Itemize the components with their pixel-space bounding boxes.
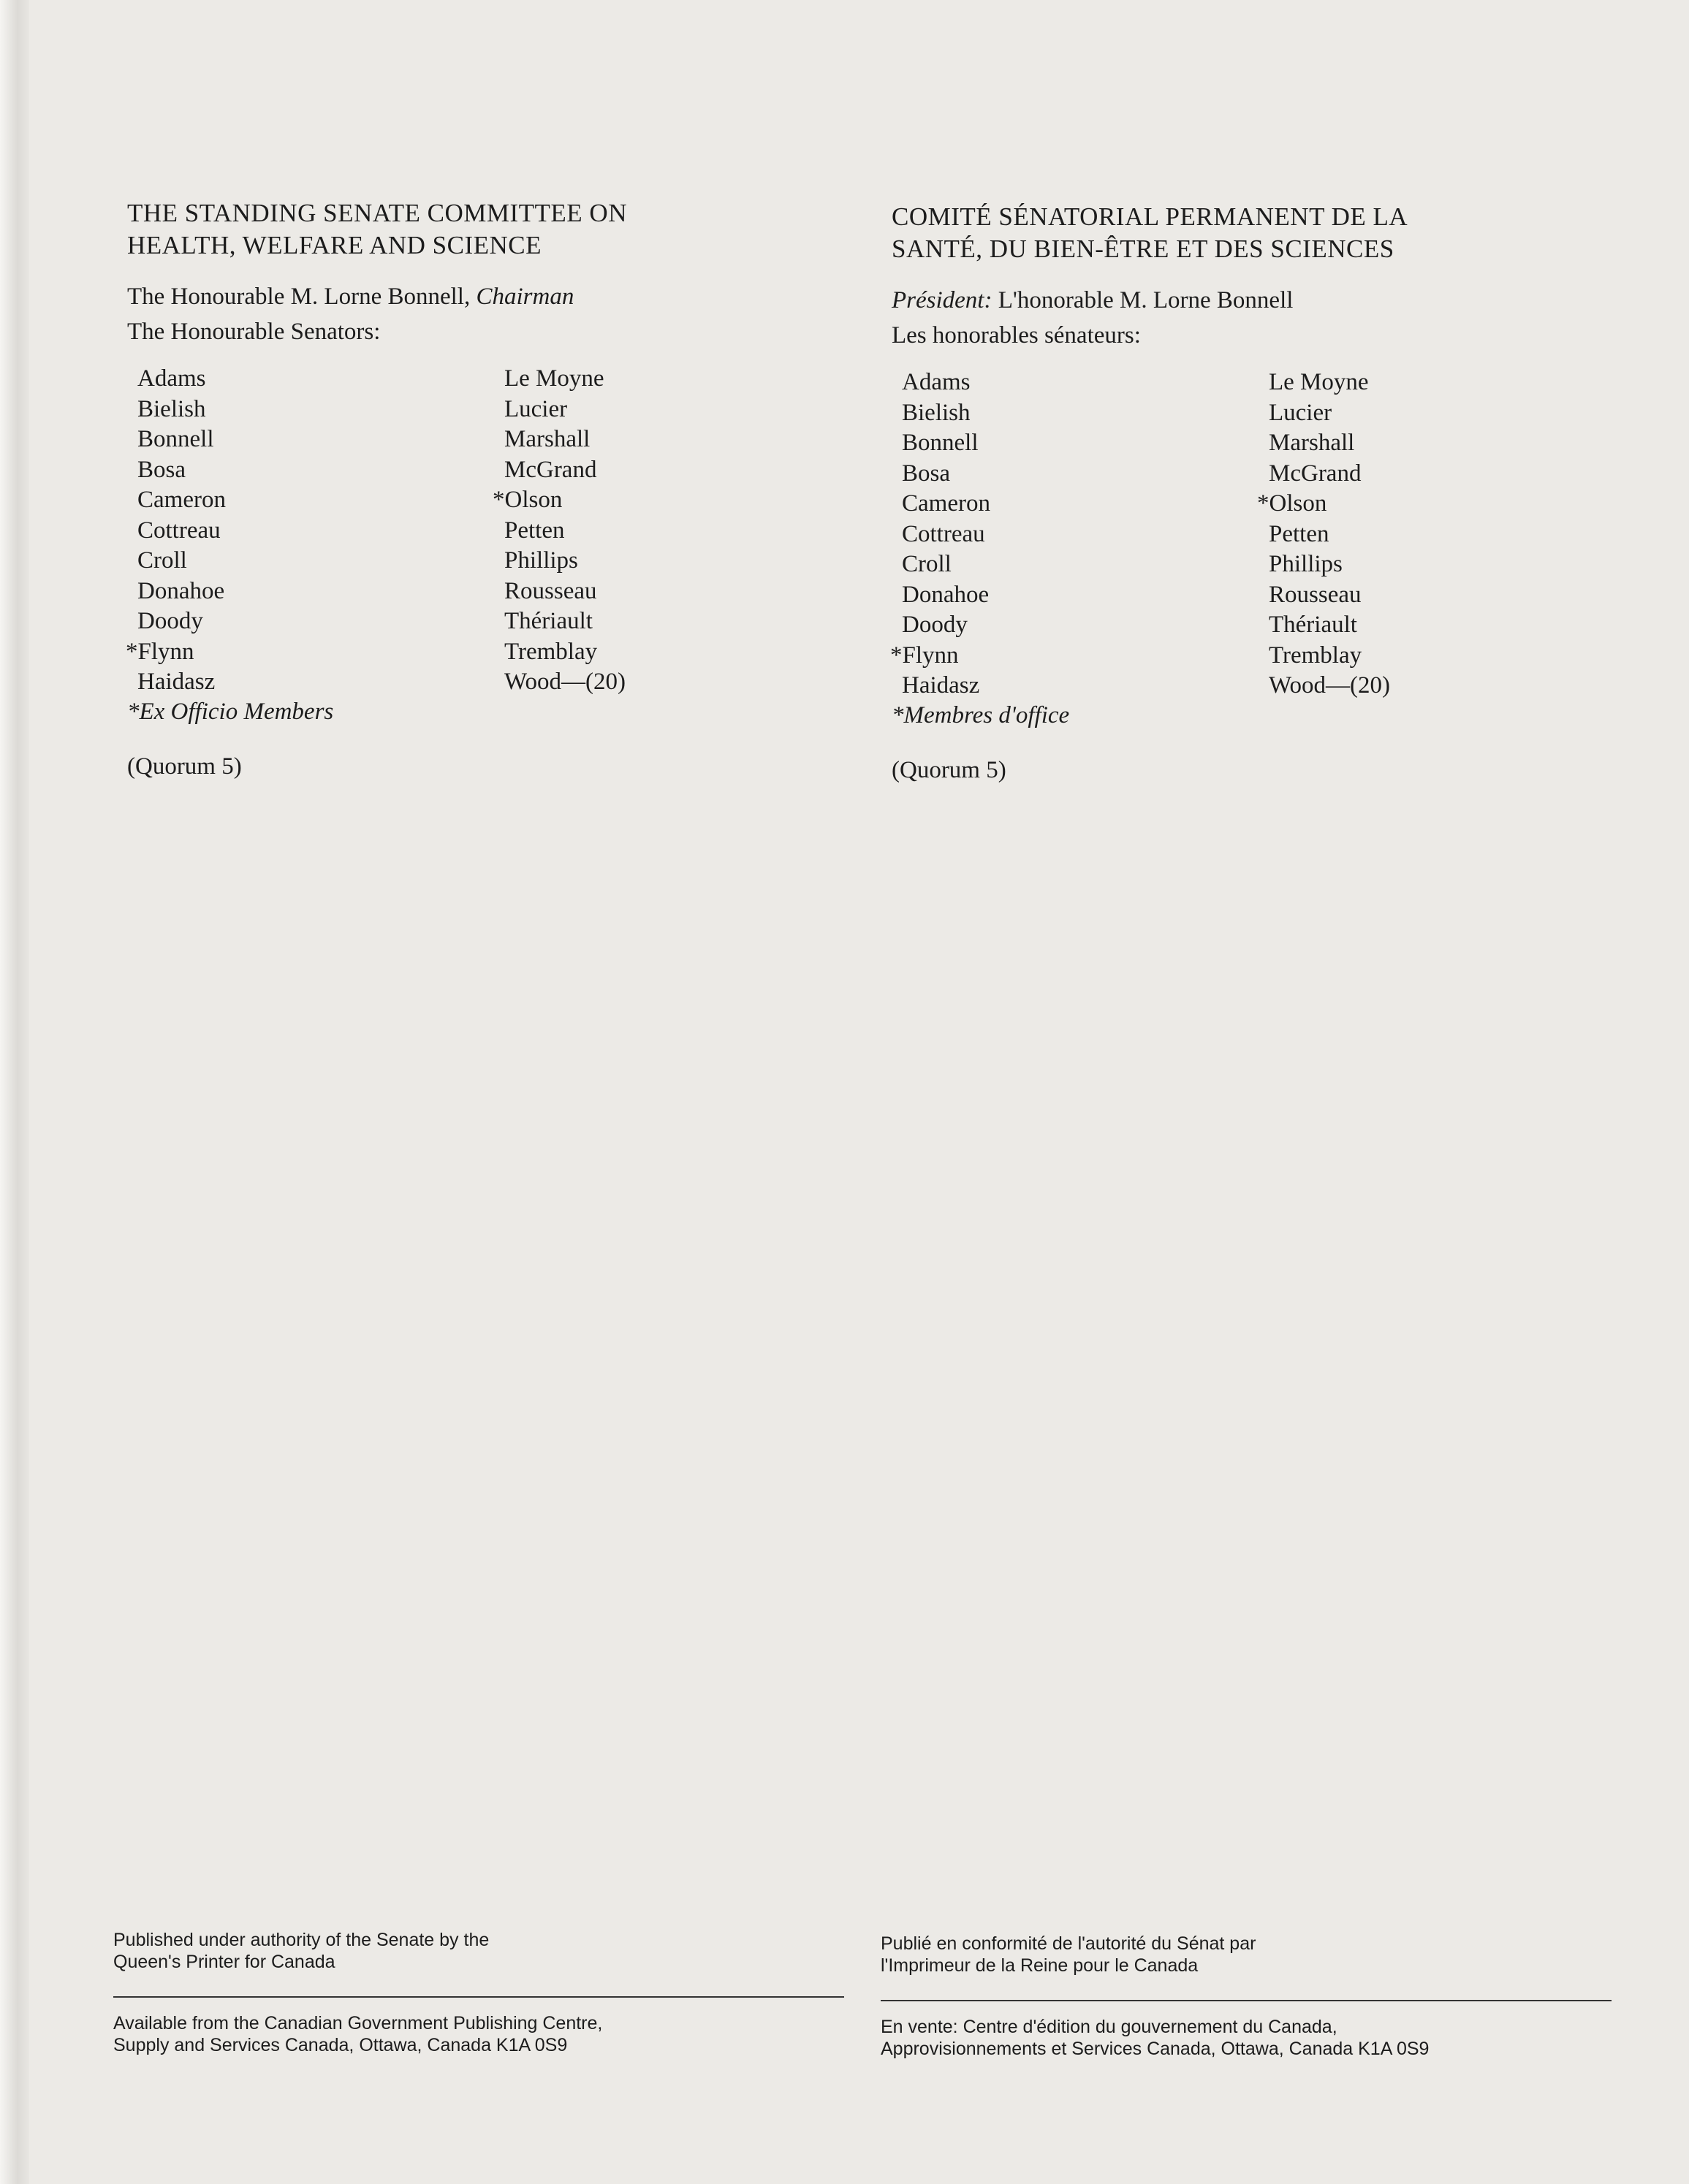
member-name: *Flynn bbox=[126, 638, 194, 665]
member-name: *Olson bbox=[1257, 490, 1327, 517]
french-title-line1: COMITÉ SÉNATORIAL PERMANENT DE LA bbox=[892, 202, 1408, 231]
member-name: Croll bbox=[902, 551, 952, 577]
member-name: Croll bbox=[137, 547, 187, 574]
member-name: Bonnell bbox=[137, 426, 214, 452]
member-name: *Flynn bbox=[890, 642, 959, 669]
french-chair-role: Président: bbox=[892, 287, 992, 313]
english-members-left bbox=[126, 364, 226, 698]
english-footer-rule bbox=[113, 1996, 844, 1998]
member-name: Thériault bbox=[504, 608, 593, 634]
member-name: McGrand bbox=[1269, 460, 1362, 487]
member-name: Phillips bbox=[1269, 551, 1343, 577]
french-chair-name: L'honorable M. Lorne Bonnell bbox=[998, 287, 1294, 313]
member-name: Bielish bbox=[137, 395, 206, 422]
member-name: Cameron bbox=[902, 490, 990, 517]
member-name: Tremblay bbox=[504, 638, 598, 665]
french-available-line2: Approvisionnements et Services Canada, Ottawa, Canada K1A 0S9 bbox=[881, 2039, 1430, 2059]
english-chair-name: The Honourable M. Lorne Bonnell, bbox=[127, 284, 471, 310]
member-name: Petten bbox=[504, 517, 565, 544]
member-name: Marshall bbox=[504, 426, 591, 452]
french-members-right bbox=[1257, 368, 1390, 701]
member-name: Bonnell bbox=[902, 430, 979, 456]
english-title bbox=[127, 197, 843, 262]
french-title-line2: SANTÉ, DU BIEN-ÊTRE ET DES SCIENCES bbox=[892, 235, 1394, 263]
english-title-line2: HEALTH, WELFARE AND SCIENCE bbox=[127, 231, 542, 259]
english-footer bbox=[113, 1929, 844, 2056]
member-name: Wood—(20) bbox=[504, 669, 626, 695]
member-name: Adams bbox=[902, 369, 971, 395]
member-name: Bosa bbox=[137, 456, 186, 483]
member-name: Le Moyne bbox=[504, 365, 604, 392]
french-published-line2: l'Imprimeur de la Reine pour le Canada bbox=[881, 1955, 1199, 1976]
english-title-line1: THE STANDING SENATE COMMITTEE ON bbox=[127, 199, 627, 227]
english-chair-line bbox=[127, 279, 843, 314]
french-member-list bbox=[890, 360, 1622, 699]
english-senators-heading: The Honourable Senators: bbox=[127, 319, 381, 345]
page-edge bbox=[0, 0, 29, 2184]
member-name: Lucier bbox=[1269, 399, 1332, 426]
english-available-line1: Available from the Canadian Government Publishing Centre, bbox=[113, 2013, 603, 2033]
french-ex-officio-note: *Membres d'office bbox=[892, 702, 1070, 728]
member-name: Adams bbox=[137, 365, 206, 392]
english-member-list bbox=[126, 357, 843, 695]
english-column bbox=[127, 197, 843, 780]
french-members-left bbox=[890, 368, 990, 701]
member-name: Donahoe bbox=[137, 577, 225, 604]
english-ex-officio-note: *Ex Officio Members bbox=[127, 699, 334, 725]
french-published-line1: Publié en conformité de l'autorité du Sénat par bbox=[881, 1933, 1256, 1954]
english-members-right bbox=[493, 364, 626, 698]
member-name: Cottreau bbox=[137, 517, 221, 544]
member-name: Cameron bbox=[137, 487, 226, 513]
member-name: Cottreau bbox=[902, 520, 985, 547]
member-name: Phillips bbox=[504, 547, 578, 574]
member-name: *Olson bbox=[493, 487, 563, 513]
member-name: Doody bbox=[902, 612, 968, 638]
english-quorum: (Quorum 5) bbox=[127, 753, 242, 780]
english-chair-role: Chairman bbox=[476, 284, 574, 310]
member-name: Bielish bbox=[902, 399, 971, 426]
member-name: Haidasz bbox=[902, 672, 980, 699]
member-name: Haidasz bbox=[137, 669, 216, 695]
member-name: Petten bbox=[1269, 520, 1329, 547]
member-name: Thériault bbox=[1269, 612, 1357, 638]
member-name: Lucier bbox=[504, 395, 568, 422]
french-column bbox=[892, 201, 1622, 784]
french-footer-rule bbox=[881, 2000, 1612, 2001]
french-title bbox=[892, 201, 1622, 265]
member-name: Tremblay bbox=[1269, 642, 1362, 669]
french-chair-line bbox=[892, 283, 1622, 318]
french-available-line1: En vente: Centre d'édition du gouvernement du Canada, bbox=[881, 2017, 1337, 2037]
member-name: Donahoe bbox=[902, 581, 990, 608]
member-name: Rousseau bbox=[1269, 581, 1362, 608]
french-quorum: (Quorum 5) bbox=[892, 757, 1006, 783]
member-name: Bosa bbox=[902, 460, 950, 487]
member-name: Doody bbox=[137, 608, 203, 634]
member-name: Wood—(20) bbox=[1269, 672, 1390, 699]
french-footer bbox=[881, 1933, 1612, 2060]
english-available-line2: Supply and Services Canada, Ottawa, Canada K1A 0S9 bbox=[113, 2035, 568, 2055]
member-name: Le Moyne bbox=[1269, 369, 1369, 395]
english-published-line2: Queen's Printer for Canada bbox=[113, 1952, 335, 1972]
english-published-line1: Published under authority of the Senate by the bbox=[113, 1930, 490, 1950]
member-name: McGrand bbox=[504, 456, 597, 483]
member-name: Rousseau bbox=[504, 577, 597, 604]
french-senators-heading: Les honorables sénateurs: bbox=[892, 322, 1141, 349]
member-name: Marshall bbox=[1269, 430, 1355, 456]
